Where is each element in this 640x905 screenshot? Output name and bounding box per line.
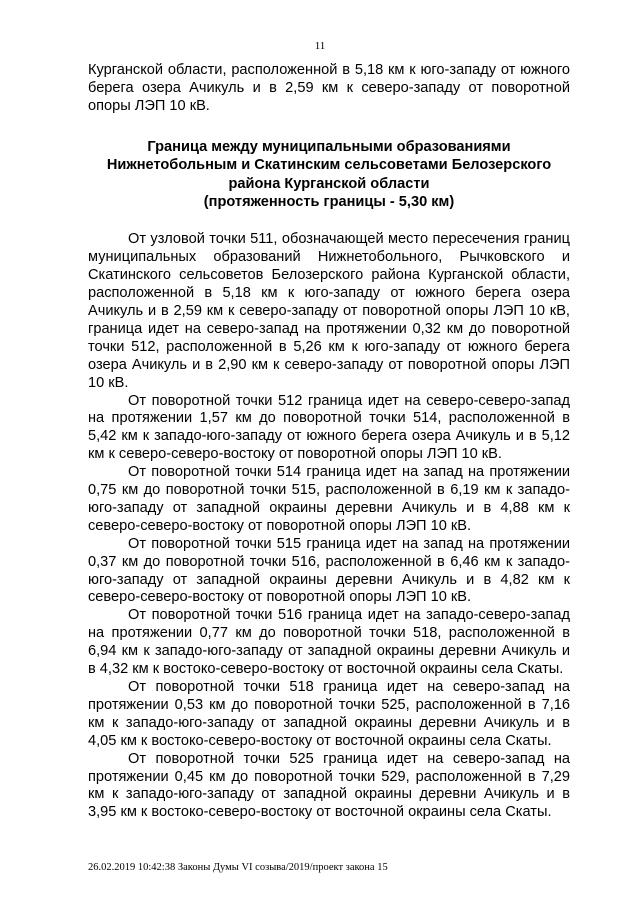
paragraph-point-518: От поворотной точки 518 граница идет на северо-запад на протяжении 0,53 км до поворотной точки 525, расположенной в 7,16 км к западо-юго-западу от западной окраины деревни Ачикуль и в 4,05 км к востоко-северо-востоку от восточной окраины села Скаты. bbox=[88, 679, 570, 749]
heading-line-1: Граница между муниципальными образованиями bbox=[147, 138, 511, 155]
paragraph-point-512: От поворотной точки 512 граница идет на северо-северо-запад на протяжении 1,57 км до поворотной точки 514, расположенной в 5,42 км к западо-юго-западу от южного берега озера Ачикуль и в 5,12 км к северо-северо-востоку от поворотной опоры ЛЭП 10 кВ. bbox=[88, 392, 570, 463]
document-body bbox=[88, 62, 570, 822]
paragraph-point-514: От поворотной точки 514 граница идет на запад на протяжении 0,75 км до поворотной точки 515, расположенной в 6,19 км к западо-юго-западу от западной окраины деревни Ачикуль и в 4,88 км к северо-северо-востоку от поворотной опоры ЛЭП 10 кВ. bbox=[88, 464, 570, 534]
paragraph-point-525: От поворотной точки 525 граница идет на северо-запад на протяжении 0,45 км до поворотной точки 529, расположенной в 7,29 км к западо-юго-западу от западной окраины деревни Ачикуль и в 3,95 км к востоко-северо-востоку от восточной окраины села Скаты. bbox=[88, 750, 570, 821]
paragraph-point-515: От поворотной точки 515 граница идет на запад на протяжении 0,37 км до поворотной точки 516, расположенной в 6,46 км к западо-юго-западу от западной окраины деревни Ачикуль и в 4,82 км к северо-северо-востоку от поворотной опоры ЛЭП 10 кВ. bbox=[88, 535, 570, 606]
paragraph-point-516: От поворотной точки 516 граница идет на западо-северо-запад на протяжении 0,77 км до поворотной точки 518, расположенной в 6,94 км к западо-юго-западу от западной окраины деревни Ачикуль и в 4,32 км к востоко-северо-востоку от восточной окраины села Скаты. bbox=[88, 607, 570, 678]
footer-stamp: 26.02.2019 10:42:38 Законы Думы VI созыва/2019/проект закона 15 bbox=[88, 862, 388, 873]
intro-paragraph: Курганской области, расположенной в 5,18 км к юго-западу от южного берега озера Ачикуль и в 2,59 км к северо-западу от поворотной опоры ЛЭП 10 кВ. bbox=[88, 62, 570, 114]
heading-line-4: (протяженность границы - 5,30 км) bbox=[203, 193, 455, 210]
paragraph-point-511: От узловой точки 511, обозначающей место пересечения границ муниципальных образований Нижнетобольного, Рычковского и Скатинского сельсоветов Белозерского района Курганской области, расположенной в 5,18 км к юго-западу от южного берега озера Ачикуль и в 2,59 км к северо-западу от поворотной опоры ЛЭП 10 кВ, граница идет на северо-запад на протяжении 0,32 км до поворотной точки 512, расположенной в 5,26 км к юго-западу от южного берега озера Ачикуль и в 2,90 км к северо-западу от поворотной опоры ЛЭП 10 кВ. bbox=[88, 231, 570, 391]
heading-line-3: района Курганской области bbox=[228, 175, 430, 192]
page-number: 11 bbox=[314, 40, 326, 52]
section-heading bbox=[88, 138, 570, 212]
heading-line-2: Нижнетобольным и Скатинским сельсоветами Белозерского bbox=[106, 157, 552, 174]
